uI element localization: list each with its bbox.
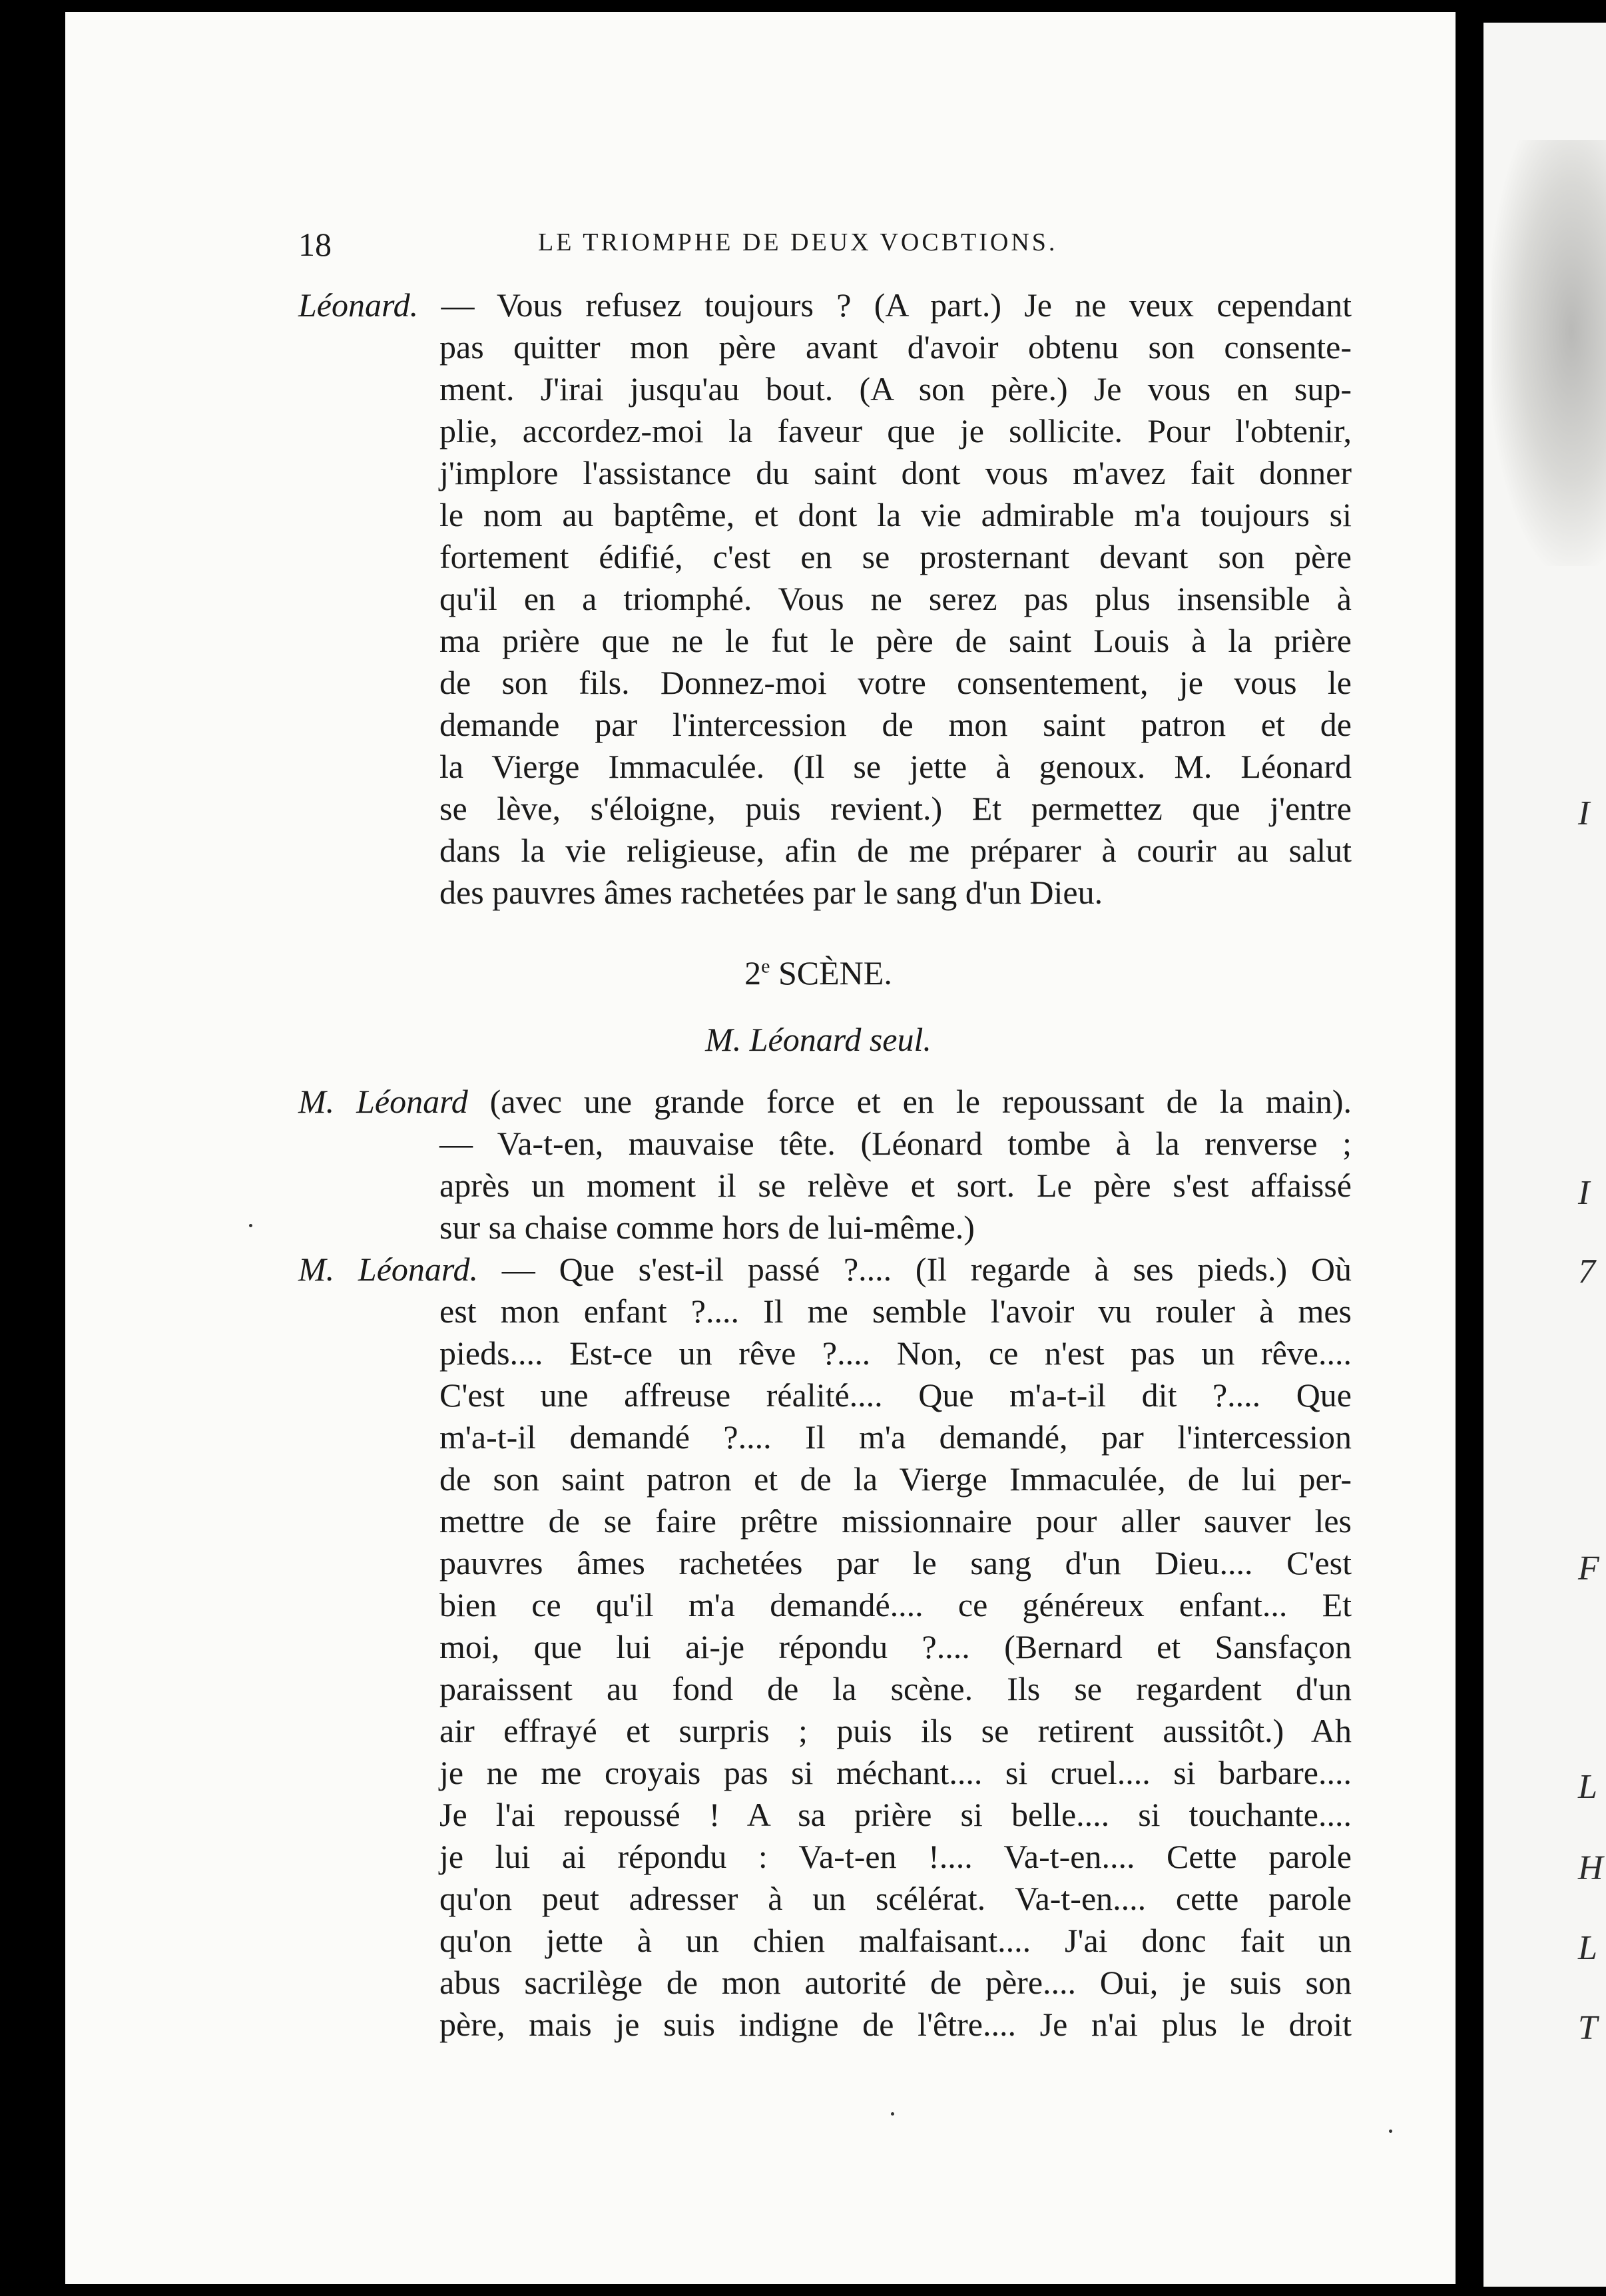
margin-letter: F	[1578, 1550, 1599, 1587]
speaker-name: M. Léonard.	[298, 1251, 479, 1288]
speaker-name: M. Léonard	[298, 1083, 468, 1120]
dialogue-first-line	[298, 1249, 1352, 1291]
margin-letter: 7	[1578, 1253, 1595, 1291]
dialogue-first-line	[298, 285, 1352, 326]
ink-speck	[249, 1224, 252, 1227]
text-line: se lève, s'éloigne, puis revient.) Et permettez que j'entre	[439, 790, 1352, 827]
scene-subtitle: M. Léonard seul.	[705, 1021, 932, 1058]
text-line: mettre de se faire prêtre missionnaire pour aller sauver les	[439, 1502, 1352, 1540]
text-line: la Vierge Immaculée. (Il se jette à genoux. M. Léonard	[439, 748, 1352, 785]
text-line: de son fils. Donnez-moi votre consentement, je vous le	[439, 664, 1352, 701]
text-line: moi, que lui ai-je répondu ?.... (Bernard et Sansfaçon	[439, 1628, 1352, 1665]
text-line: paraissent au fond de la scène. Ils se regardent d'un	[439, 1670, 1352, 1707]
scene-superscript: e	[761, 955, 770, 978]
text-line: de son saint patron et de la Vierge Immaculée, de lui per-	[439, 1460, 1352, 1498]
line-text: — Que s'est-il passé ?.... (Il regarde à ses pieds.) Où	[478, 1251, 1352, 1288]
margin-letter: L	[1578, 1929, 1597, 1967]
scene-title: SCÈNE.	[770, 954, 892, 992]
ink-speck	[1389, 2130, 1392, 2133]
text-line: des pauvres âmes rachetées par le sang d'un Dieu.	[439, 874, 1103, 911]
text-line: — Va-t-en, mauvaise tête. (Léonard tombe à la renverse ;	[439, 1125, 1352, 1162]
line-text: — Vous refusez toujours ? (A part.) Je ne veux cependant	[441, 286, 1352, 324]
text-line: C'est une affreuse réalité.... Que m'a-t-il dit ?.... Que	[439, 1376, 1352, 1414]
speaker-name: Léonard.	[298, 286, 419, 324]
text-line: m'a-t-il demandé ?.... Il m'a demandé, par l'intercession	[439, 1418, 1352, 1456]
margin-letter: T	[1578, 2009, 1597, 2047]
text-line: après un moment il se relève et sort. Le père s'est affaissé	[439, 1167, 1352, 1204]
margin-letter: I	[1578, 1174, 1590, 1212]
margin-letter: I	[1578, 794, 1590, 832]
text-line: qu'on peut adresser à un scélérat. Va-t-en.... cette parole	[439, 1880, 1352, 1917]
margin-letter: H	[1578, 1849, 1603, 1887]
text-line: pas quitter mon père avant d'avoir obtenu son consente-	[439, 328, 1352, 366]
text-line: dans la vie religieuse, afin de me préparer à courir au salut	[439, 832, 1352, 869]
text-line: Je l'ai repoussé ! A sa prière si belle.... si touchante....	[439, 1796, 1352, 1833]
text-line: ma prière que ne le fut le père de saint Louis à la prière	[439, 622, 1352, 659]
text-line: fortement édifié, c'est en se prosternant devant son père	[439, 538, 1352, 575]
text-line: est mon enfant ?.... Il me semble l'avoir vu rouler à mes	[439, 1292, 1352, 1330]
text-line: pauvres âmes rachetées par le sang d'un Dieu.... C'est	[439, 1544, 1352, 1581]
line-text: (avec une grande force et en le repoussant de la main).	[467, 1083, 1352, 1120]
ink-speck	[891, 2112, 894, 2116]
margin-letter: L	[1578, 1768, 1597, 1806]
text-line: qu'il en a triomphé. Vous ne serez pas plus insensible à	[439, 580, 1352, 617]
text-line: demande par l'intercession de mon saint patron et de	[439, 706, 1352, 743]
text-line: père, mais je suis indigne de l'être.... Je n'ai plus le droit	[439, 2006, 1352, 2043]
text-line: le nom au baptême, et dont la vie admirable m'a toujours si	[439, 496, 1352, 533]
text-line: je lui ai répondu : Va-t-en !.... Va-t-en.... Cette parole	[439, 1838, 1352, 1875]
text-line: ment. J'irai jusqu'au bout. (A son père.) Je vous en sup-	[439, 370, 1352, 408]
text-line: sur sa chaise comme hors de lui-même.)	[439, 1209, 975, 1246]
text-line: air effrayé et surpris ; puis ils se retirent aussitôt.) Ah	[439, 1712, 1352, 1749]
text-line: j'implore l'assistance du saint dont vous m'avez fait donner	[439, 454, 1352, 491]
text-line: bien ce qu'il m'a demandé.... ce généreux enfant... Et	[439, 1586, 1352, 1623]
running-title: LE TRIOMPHE DE DEUX VOCBTIONS.	[538, 228, 1058, 256]
text-line: je ne me croyais pas si méchant.... si cruel.... si barbare....	[439, 1754, 1352, 1791]
text-line: pieds.... Est-ce un rêve ?.... Non, ce n'est pas un rêve....	[439, 1334, 1352, 1372]
text-line: qu'on jette à un chien malfaisant.... J'ai donc fait un	[439, 1922, 1352, 1959]
scene-heading	[298, 954, 1338, 992]
page-number: 18	[298, 226, 332, 263]
running-head	[298, 225, 1338, 265]
text-line: abus sacrilège de mon autorité de père.... Oui, je suis son	[439, 1964, 1352, 2001]
dialogue-first-line	[298, 1081, 1352, 1123]
text-line: plie, accordez-moi la faveur que je sollicite. Pour l'obtenir,	[439, 412, 1352, 449]
scene-number: 2	[744, 954, 762, 992]
